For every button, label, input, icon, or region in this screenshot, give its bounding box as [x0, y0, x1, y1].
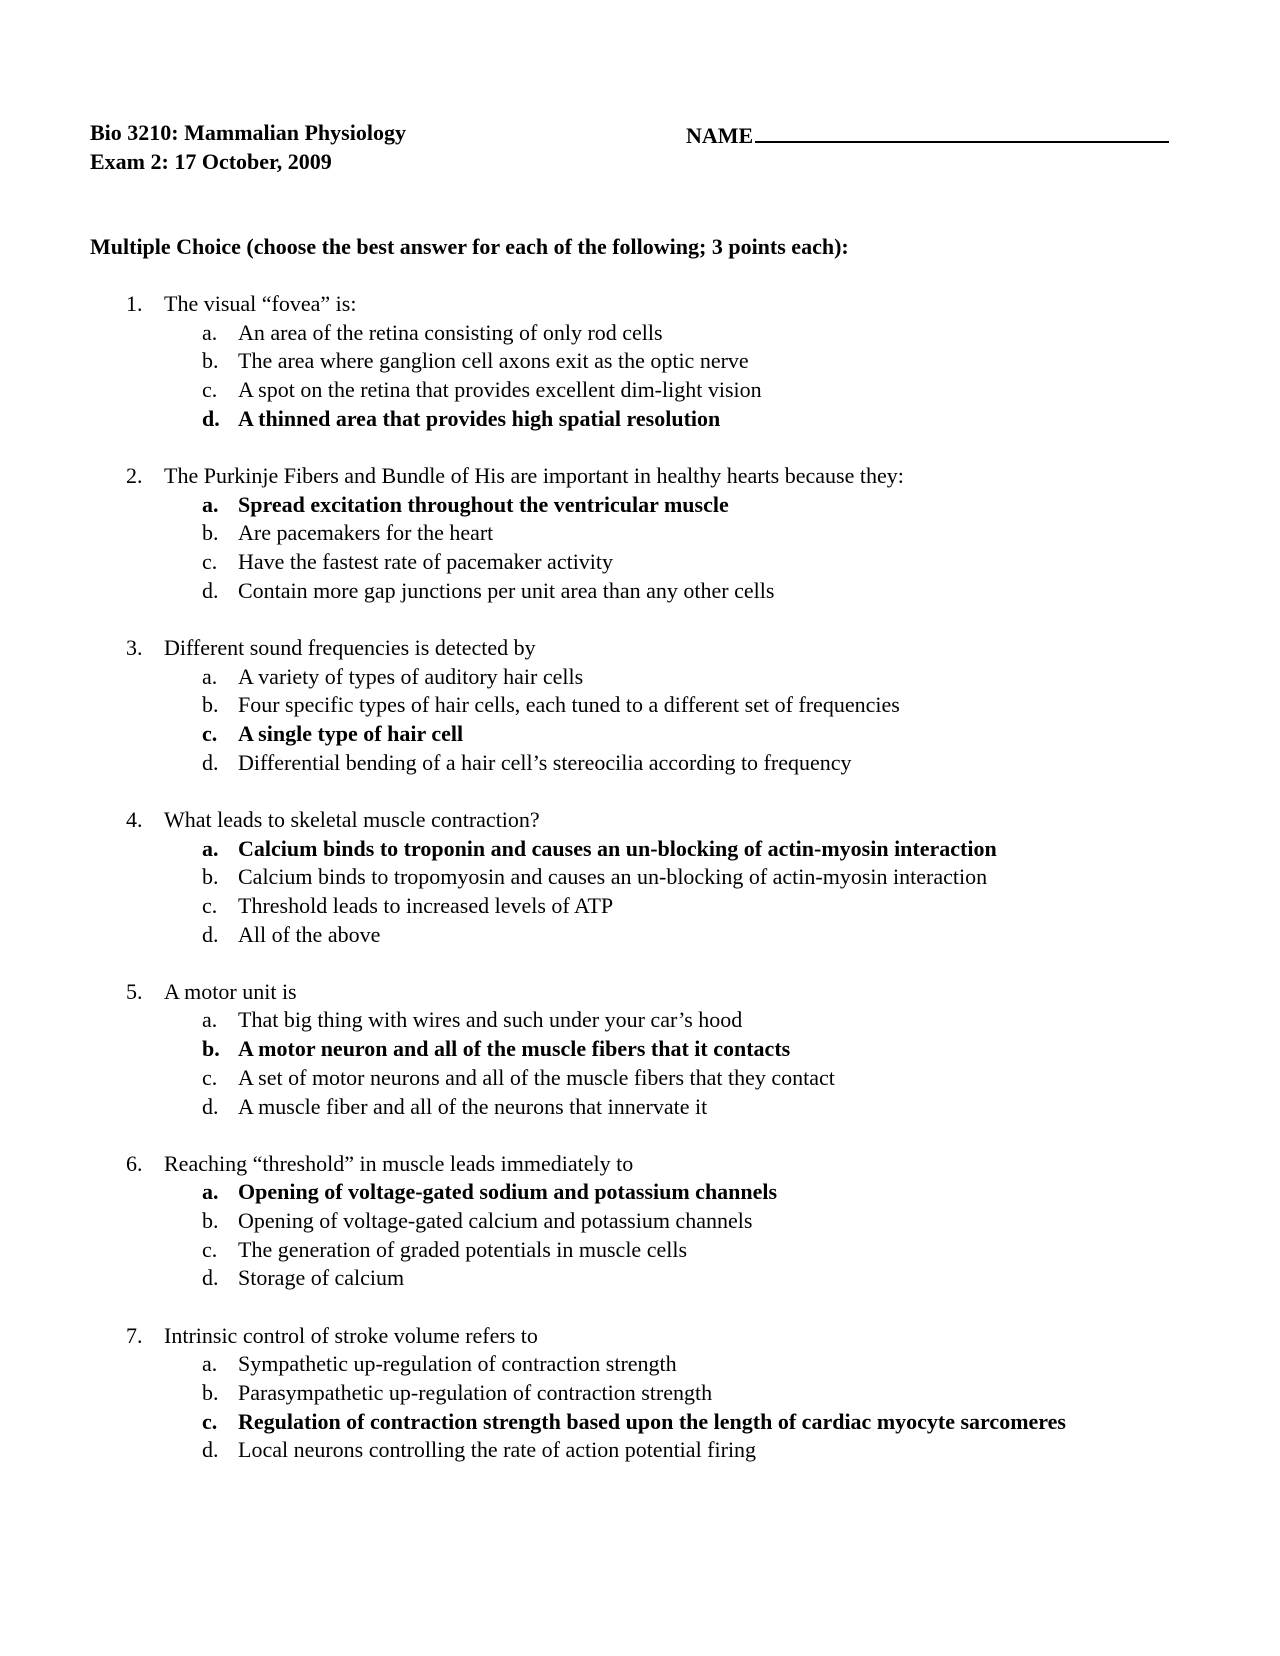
option-letter: d.: [202, 1437, 219, 1463]
option-text: Storage of calcium: [238, 1265, 405, 1291]
option-letter: b.: [202, 1380, 219, 1405]
exam-header: [90, 118, 1190, 176]
option-letter: c.: [202, 377, 218, 403]
option-letter: a.: [202, 1351, 218, 1377]
answer-option-correct: [0, 1035, 1280, 1064]
option-text: A spot on the retina that provides excellent dim-light vision: [238, 377, 762, 403]
option-letter: a.: [202, 1007, 218, 1033]
option-text: An area of the retina consisting of only rod cells: [238, 319, 663, 345]
answer-option: [0, 749, 1280, 778]
option-text: Parasympathetic up-regulation of contraction strength: [238, 1380, 713, 1405]
question-text: The visual “fovea” is:: [164, 291, 357, 316]
option-letter: d.: [202, 749, 219, 775]
option-text: Have the fastest rate of pacemaker activity: [238, 549, 614, 574]
answer-option: [0, 577, 1280, 606]
option-letter: c.: [202, 1236, 218, 1262]
option-letter: c.: [202, 549, 218, 574]
option-letter: b.: [202, 1208, 219, 1234]
option-letter: b.: [202, 864, 219, 890]
option-letter: c.: [202, 892, 218, 918]
answer-option-correct: [0, 1178, 1280, 1207]
exam-date: Exam 2: 17 October, 2009: [90, 149, 332, 174]
answer-option: [0, 1207, 1280, 1236]
name-label: NAME: [686, 123, 754, 148]
option-letter: c.: [202, 1064, 218, 1090]
question-number: 3.: [126, 634, 143, 660]
question-list: [0, 290, 1280, 1494]
option-letter: d.: [202, 405, 220, 431]
option-text: Calcium binds to troponin and causes an un-blocking of actin-myosin interaction: [238, 835, 997, 861]
header-row-course: [90, 118, 1190, 147]
course-title: Bio 3210: Mammalian Physiology: [90, 120, 406, 145]
question-number: 6.: [126, 1150, 143, 1176]
answer-option: [0, 1236, 1280, 1265]
question-text: What leads to skeletal muscle contraction?: [164, 806, 540, 832]
answer-option: [0, 347, 1280, 376]
answer-option-correct: [0, 491, 1280, 520]
answer-option: [0, 1436, 1280, 1465]
question-stem: [0, 462, 1280, 491]
option-letter: d.: [202, 577, 219, 603]
option-text: Opening of voltage-gated calcium and potassium channels: [238, 1208, 753, 1234]
option-letter: d.: [202, 921, 219, 947]
question-6: [0, 1150, 1280, 1293]
option-letter: b.: [202, 520, 219, 546]
option-letter: c.: [202, 720, 218, 746]
option-text: The generation of graded potentials in muscle cells: [238, 1236, 688, 1262]
question-text: A motor unit is: [164, 978, 297, 1004]
question-7: [0, 1322, 1280, 1465]
option-text: Spread excitation throughout the ventricular muscle: [238, 491, 729, 517]
option-text: Threshold leads to increased levels of ATP: [238, 892, 614, 918]
question-1: [0, 290, 1280, 433]
option-text: That big thing with wires and such under your car’s hood: [238, 1007, 743, 1033]
option-text: Local neurons controlling the rate of action potential firing: [238, 1437, 757, 1463]
option-text: The area where ganglion cell axons exit as the optic nerve: [238, 348, 749, 374]
option-text: Are pacemakers for the heart: [238, 520, 494, 546]
question-stem: [0, 978, 1280, 1007]
answer-option: [0, 1379, 1280, 1408]
option-text: A motor neuron and all of the muscle fibers that it contacts: [238, 1036, 791, 1062]
question-5: [0, 978, 1280, 1121]
option-text: Calcium binds to tropomyosin and causes an un-blocking of actin-myosin interaction: [238, 864, 988, 890]
option-text: A single type of hair cell: [238, 720, 464, 746]
option-letter: a.: [202, 835, 219, 861]
section-instructions: Multiple Choice (choose the best answer for each of the following; 3 points each):: [90, 234, 849, 259]
question-number: 2.: [126, 462, 143, 488]
option-letter: c.: [202, 1408, 218, 1434]
option-text: Sympathetic up-regulation of contraction strength: [238, 1351, 677, 1377]
option-letter: a.: [202, 1179, 219, 1205]
name-blank-line[interactable]: [755, 118, 1169, 143]
option-text: Differential bending of a hair cell’s stereocilia according to frequency: [238, 749, 852, 775]
question-3: [0, 634, 1280, 777]
question-stem: [0, 1150, 1280, 1179]
question-text: Intrinsic control of stroke volume refers to: [164, 1322, 538, 1348]
question-2: [0, 462, 1280, 605]
answer-option: [0, 1350, 1280, 1379]
option-text: A thinned area that provides high spatial resolution: [238, 405, 721, 431]
answer-option: [0, 548, 1280, 577]
answer-option: [0, 319, 1280, 348]
answer-option: [0, 892, 1280, 921]
answer-option: [0, 863, 1280, 892]
option-letter: b.: [202, 348, 219, 374]
option-text: Opening of voltage-gated sodium and potassium channels: [238, 1179, 778, 1205]
question-number: 5.: [126, 978, 143, 1004]
option-text: Regulation of contraction strength based upon the length of cardiac myocyte sarcomeres: [238, 1408, 1066, 1434]
answer-option: [0, 921, 1280, 950]
answer-option: [0, 1264, 1280, 1293]
option-letter: b.: [202, 692, 219, 718]
option-text: Contain more gap junctions per unit area than any other cells: [238, 577, 775, 603]
option-text: A muscle fiber and all of the neurons that innervate it: [238, 1093, 708, 1119]
question-text: Different sound frequencies is detected by: [164, 634, 536, 660]
answer-option-correct: [0, 1408, 1280, 1437]
answer-option: [0, 519, 1280, 548]
question-number: 1.: [126, 291, 143, 316]
question-number: 7.: [126, 1322, 143, 1348]
option-text: Four specific types of hair cells, each tuned to a different set of frequencies: [238, 692, 900, 718]
question-stem: [0, 634, 1280, 663]
answer-option-correct: [0, 720, 1280, 749]
answer-option: [0, 1093, 1280, 1122]
option-text: All of the above: [238, 921, 381, 947]
question-text: The Purkinje Fibers and Bundle of His are important in healthy hearts because they:: [164, 462, 904, 488]
option-text: A variety of types of auditory hair cells: [238, 663, 584, 689]
answer-option-correct: [0, 835, 1280, 864]
name-field: [686, 118, 1169, 150]
answer-option: [0, 376, 1280, 405]
answer-option: [0, 691, 1280, 720]
question-text: Reaching “threshold” in muscle leads immediately to: [164, 1150, 634, 1176]
question-stem: [0, 1322, 1280, 1351]
answer-option: [0, 1064, 1280, 1093]
question-stem: [0, 806, 1280, 835]
answer-option: [0, 1006, 1280, 1035]
option-letter: a.: [202, 663, 218, 689]
option-letter: d.: [202, 1093, 219, 1119]
option-letter: b.: [202, 1036, 220, 1062]
question-number: 4.: [126, 806, 143, 832]
answer-option-correct: [0, 405, 1280, 434]
header-row-exam: [90, 147, 1190, 176]
question-4: [0, 806, 1280, 949]
question-stem: [0, 290, 1280, 319]
option-text: A set of motor neurons and all of the muscle fibers that they contact: [238, 1064, 835, 1090]
option-letter: a.: [202, 319, 218, 345]
answer-option: [0, 663, 1280, 692]
option-letter: a.: [202, 491, 219, 517]
option-letter: d.: [202, 1265, 219, 1291]
